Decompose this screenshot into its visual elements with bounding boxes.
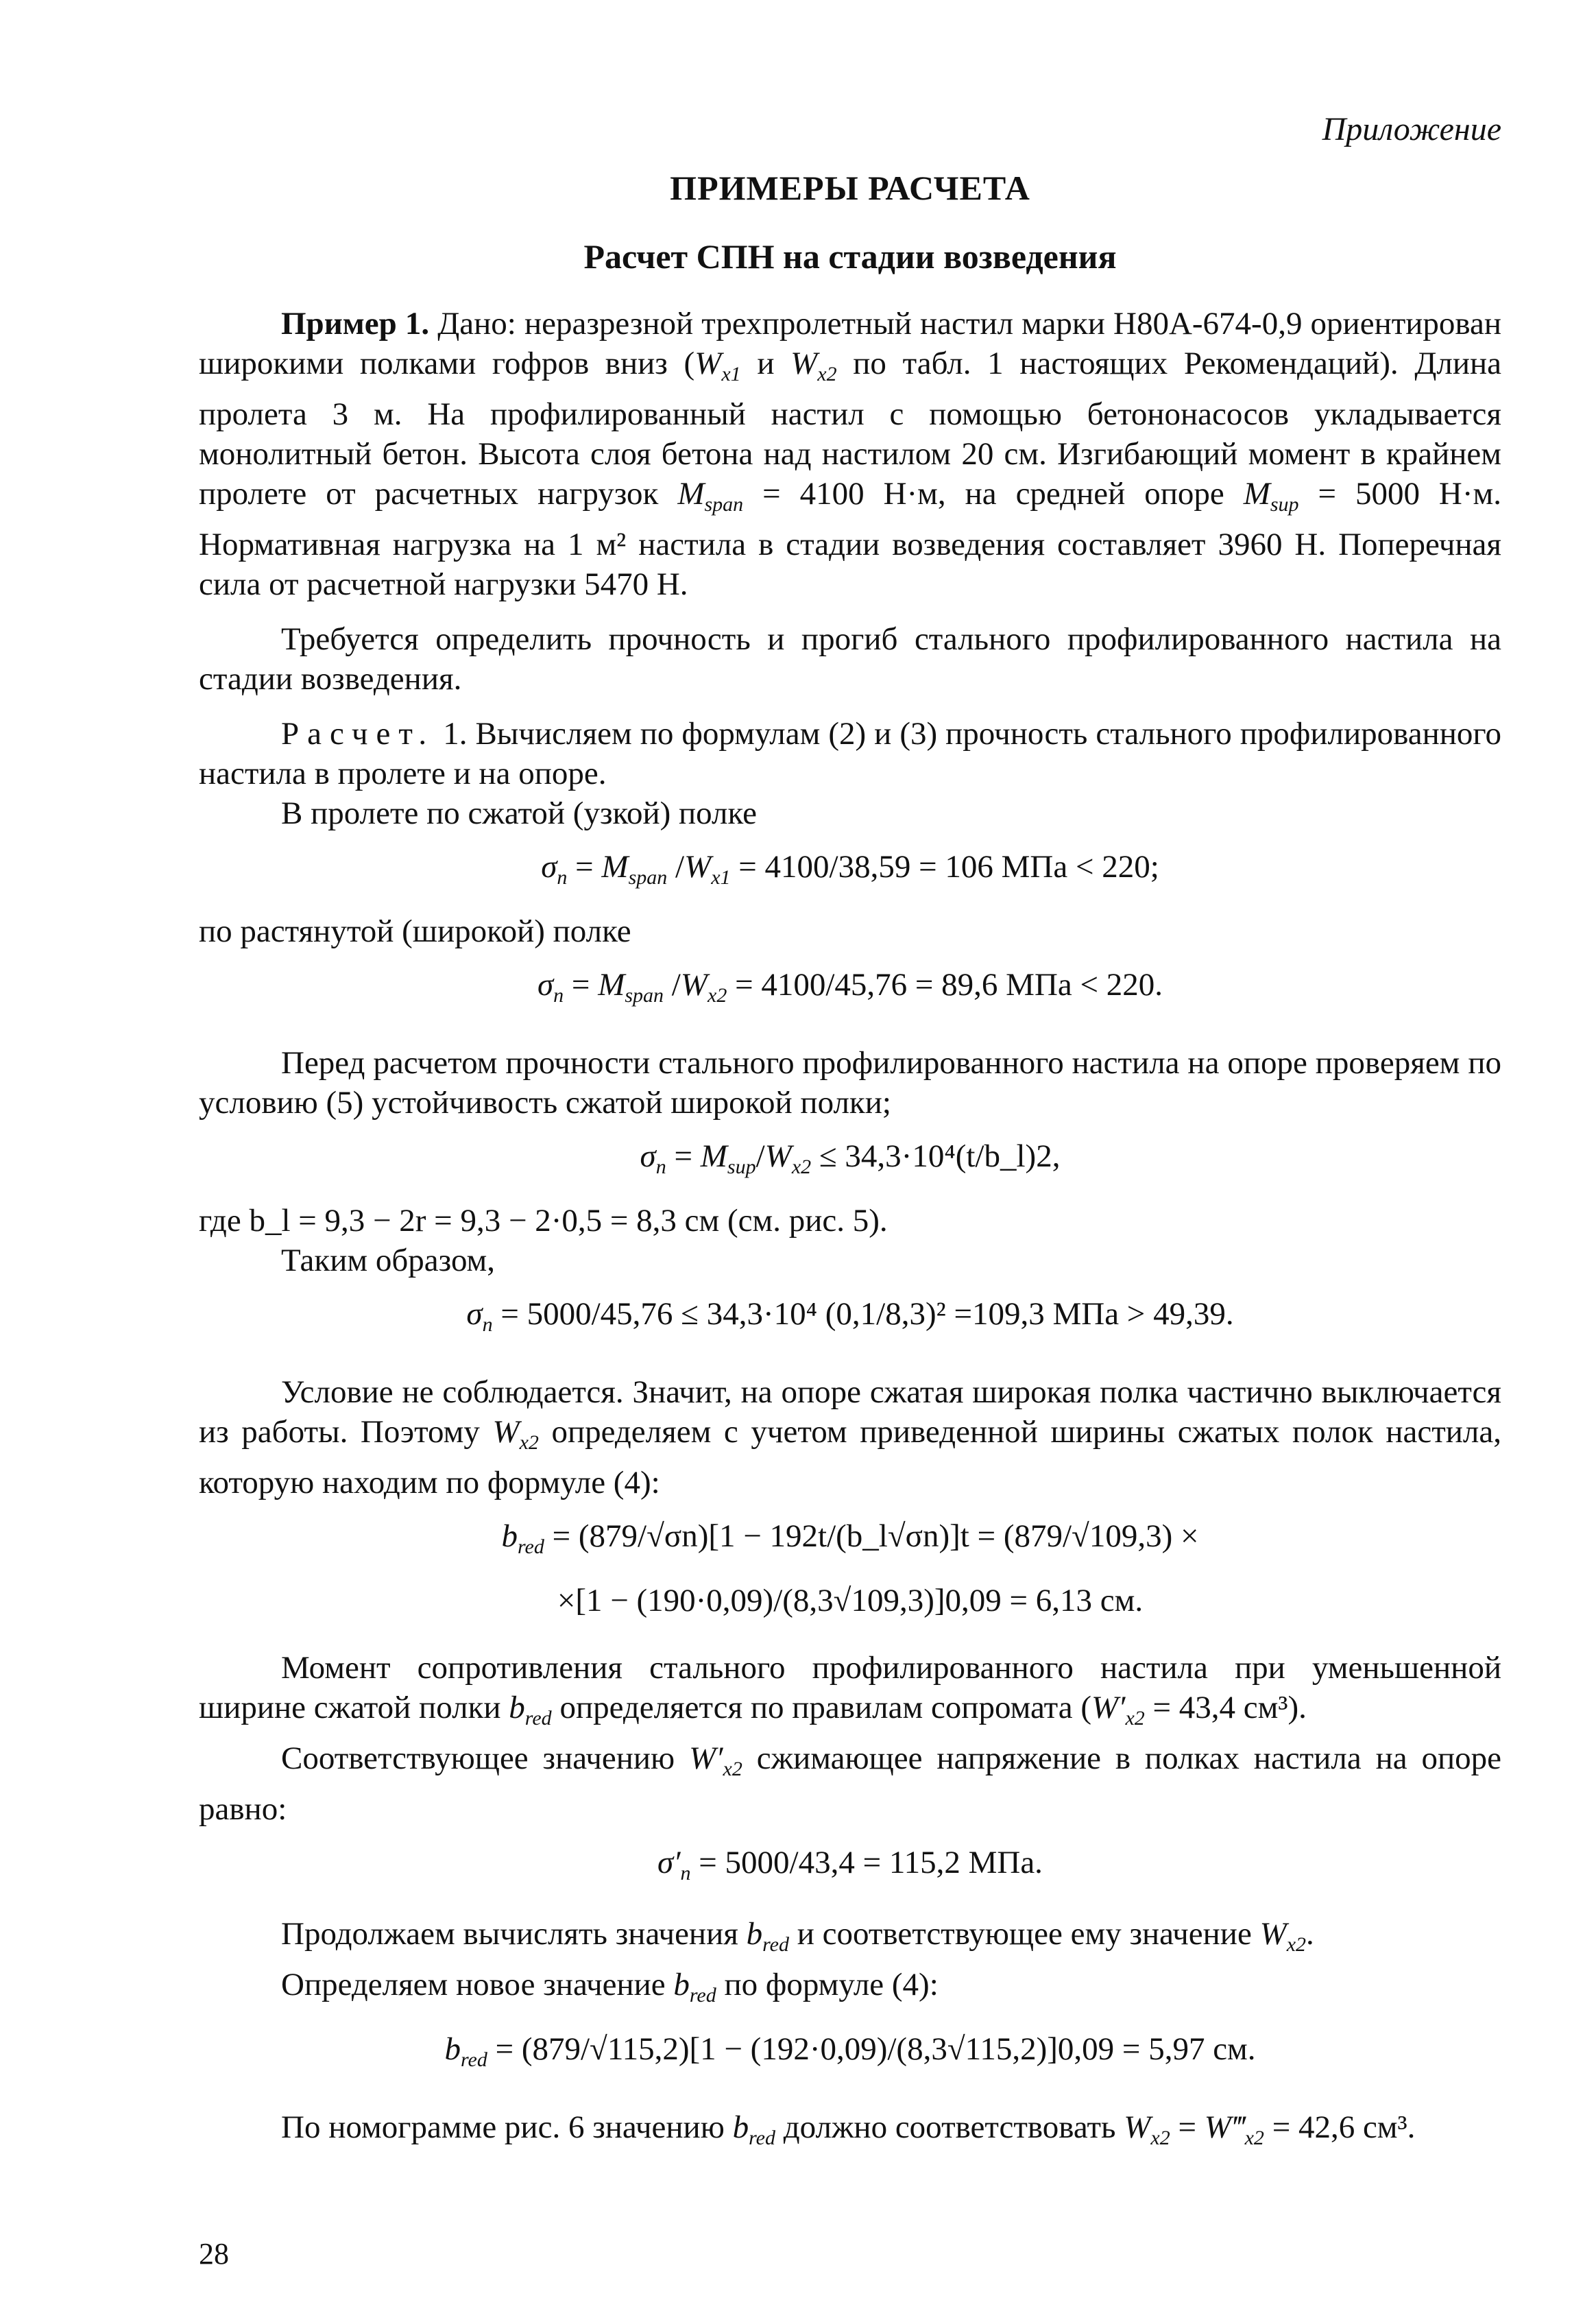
paragraph-stability: Перед расчетом прочности стального профилированного настила на опоре проверяем по условию (5) устойчивость сжатой широкой полки; xyxy=(199,1045,1501,1121)
paragraph-moment: Момент сопротивления стального профилированного настила при уменьшенной ширине сжатой полки $b_{red}$ определяется по правилам сопромата ($W'_{x2} = 43,4$ см³). xyxy=(199,1650,1501,1730)
page-title: ПРИМЕРЫ РАСЧЕТА xyxy=(670,169,1030,207)
paragraph-span: В пролете по сжатой (узкой) полке xyxy=(281,795,758,831)
paragraph-continue: Продолжаем вычислять значения $b_{red}$ и соответствующее ему значение $W_{x2}$. xyxy=(281,1916,1314,1956)
paragraph-thus: Таким образом, xyxy=(281,1243,496,1278)
formula-4: $\sigma_n = 5000/45,76 \le 34,3\cdot 10^4$ (0,1/8,3)² =109,3 МПа > 49,39. xyxy=(466,1296,1234,1336)
page-body xyxy=(199,103,1501,2158)
paragraph-required: Требуется определить прочность и прогиб стального профилированного настила на стадии возведения. xyxy=(199,621,1501,697)
paragraph-condition: Условие не соблюдается. Значит, на опоре сжатая широкая полка частично выключается из работы. Поэтому $W_{x2}$ определяем с учетом приведенной ширины сжатых полок настила, которую находим по формуле (4): xyxy=(199,1374,1501,1500)
calc-label: Расчет. xyxy=(281,716,435,752)
formula-1: $\sigma_n = M_{span}$ $/W_{x1} = 4100/38,59 = 106$ МПа < 220; xyxy=(541,849,1159,889)
page-number: 28 xyxy=(199,2237,229,2271)
paragraph-tension: по растянутой (широкой) полке xyxy=(199,913,631,949)
paragraph-where: где b_l = 9,3 − 2r = 9,3 − 2·0,5 = 8,3 см (см. рис. 5). xyxy=(199,1203,888,1239)
paragraph-stress: Соответствующее значению $W'_{x2}$ сжимающее напряжение в полках настила на опоре равно: xyxy=(199,1740,1501,1827)
formula-3: $\sigma_n = M_{sup}/W_{x2}$ ≤ 34,3·10⁴(t/b_l)2, xyxy=(640,1138,1061,1178)
paragraph-calc: Расчет. 1. Вычисляем по формулам (2) и (3) прочность стального профилированного настила в пролете и на опоре. xyxy=(199,716,1501,791)
example-label: Пример 1. xyxy=(281,306,430,342)
section-title: Расчет СПН на стадии возведения xyxy=(583,237,1117,276)
paragraph-new-value: Определяем новое значение $b_{red}$ по формуле (4): xyxy=(281,1967,939,2007)
formula-5a: $b_{red} = (879/√\sigma n)[1$ − 192t/(b_l√σn)]t = (879/√109,3) × xyxy=(501,1518,1199,1558)
formula-2: $\sigma_n = M_{span}$ $/W_{x2} = 4100/45,76 = 89,6$ МПа < 220. xyxy=(537,967,1163,1007)
paragraph-nomogram: По номограмме рис. 6 значению $b_{red}$ должно соответствовать $W_{x2}$ = $W‴_{x2} = 42,6$ см³. xyxy=(281,2109,1416,2149)
formula-6: $\sigma'_n = 5000/43,4 = 115,2$ МПа. xyxy=(657,1845,1043,1885)
paragraph-given: Пример 1. Дано: неразрезной трехпролетный настил марки Н80А-674-0,9 ориентирован широкими полками гофров вниз ($W_{x1}$ и $W_{x2}$ по табл. 1 настоящих Рекомендаций). Длина пролета 3 м. На профилированный настил с помощью бетононасосов укладывается монолитный бетон. Высота слоя бетона над настилом 20 см. Изгибающий момент в крайнем пролете от расчетных нагрузок $M_{span} = 4100$ Н·м, на средней опоре $M_{sup} = 5000$ Н·м. Нормативная нагрузка на 1 м² настила в стадии возведения составляет 3960 Н. Поперечная сила от расчетной нагрузки 5470 Н. xyxy=(199,306,1501,602)
formula-7: $b_{red} = (879/√115,2)[1 - (192\cdot 0,09)/(8,3√115,2)]0,09 = 5,97$ см. xyxy=(444,2031,1256,2071)
appendix-label: Приложение xyxy=(1322,111,1501,147)
formula-5b: ×[1 − (190·0,09)/(8,3√109,3)]0,09 = 6,13 см. xyxy=(557,1583,1144,1618)
